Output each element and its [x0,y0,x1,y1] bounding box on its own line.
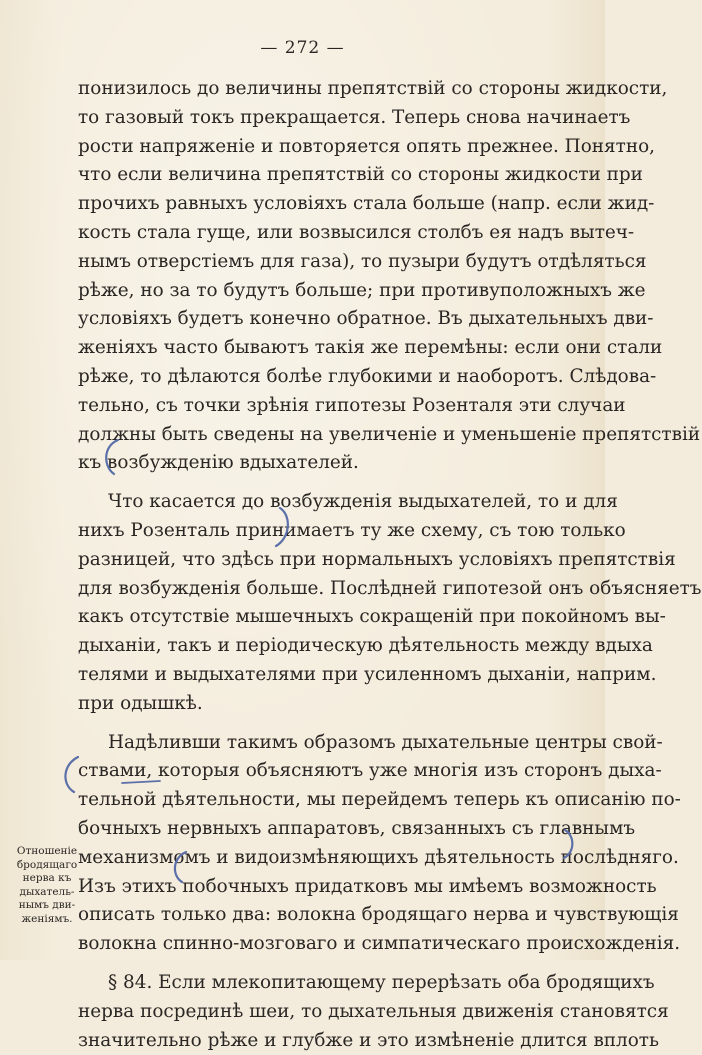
paragraph-4 [78,969,580,1055]
text-line: то газовый токъ прекращается. Теперь снова начинаетъ [78,104,580,133]
text-line: рѣже, то дѣлаются болѣе глубокими и наоборотъ. Слѣдова- [78,363,580,392]
text-line: тельно, съ точки зрѣнія гипотезы Розенталя эти случаи [78,392,580,421]
text-line: бочныхъ нервныхъ аппаратовъ, связанныхъ съ главнымъ [78,815,580,844]
text-line: должны быть сведены на увеличеніе и уменьшеніе препятствій [78,421,580,450]
text-line: для возбужденія больше. Послѣдней гипотезой онъ объясняетъ [78,575,580,604]
margin-note-line: нерва къ [16,872,78,886]
paragraph-gap [78,959,580,969]
margin-note-line: бродящаго [16,859,78,873]
text-line: механизмомъ и видоизмѣняющихъ дѣятельность послѣдняго. [78,844,580,873]
text-line: тельной дѣятельности, мы перейдемъ теперь къ описанію по- [78,786,580,815]
page-number: — 272 — [0,38,605,58]
text-line: понизилось до величины препятствій со стороны жидкости, [78,75,580,104]
text-line: нымъ отверстіемъ для газа), то пузыри будутъ отдѣляться [78,248,580,277]
paragraph-gap [78,719,580,729]
text-line: женіяхъ часто бываютъ такія же перемѣны: если они стали [78,334,580,363]
text-line: какъ отсутствіе мышечныхъ сокращеній при покойномъ вы- [78,603,580,632]
text-line: дыханіи, такъ и періодическую дѣятельность между вдыха [78,632,580,661]
text-line: кость стала гуще, или возвысился столбъ ея надъ вытеч- [78,219,580,248]
text-line: § 84. Если млекопитающему перерѣзать оба бродящихъ [78,969,580,998]
text-line: описать только два: волокна бродящаго нерва и чувствующія [78,901,580,930]
text-line: нерва посрединѣ шеи, то дыхательныя движенія становятся [78,998,580,1027]
paragraph-1 [78,75,580,478]
text-line: нихъ Розенталь принимаетъ ту же схему, съ тою только [78,517,580,546]
text-line: телями и выдыхателями при усиленномъ дыханіи, наприм. [78,661,580,690]
margin-note-line: женіямъ. [16,913,78,927]
margin-note-line: Отношеніе [16,845,78,859]
text-line: что если величина препятствій со стороны жидкости при [78,161,580,190]
text-line: разницей, что здѣсь при нормальныхъ условіяхъ препятствія [78,546,580,575]
text-line: Изъ этихъ побочныхъ придатковъ мы имѣемъ возможность [78,873,580,902]
paragraph-2 [78,488,580,718]
text-line: рѣже, но за то будутъ больше; при противуположныхъ же [78,277,580,306]
margin-note [16,845,78,926]
body-text [78,75,580,1055]
text-line: условіяхъ будетъ конечно обратное. Въ дыхательныхъ дви- [78,305,580,334]
text-line: волокна спинно-мозговаго и симпатическаго происхожденія. [78,930,580,959]
text-line: Что касается до возбужденія выдыхателей, то и для [78,488,580,517]
text-line: при одышкѣ. [78,690,580,719]
margin-note-line: дыхатель- [16,886,78,900]
text-line: Надѣливши такимъ образомъ дыхательные центры свой- [78,729,580,758]
text-line: прочихъ равныхъ условіяхъ стала больше (напр. если жид- [78,190,580,219]
text-line: ствами, которыя объясняютъ уже многія изъ сторонъ дыха- [78,757,580,786]
paragraph-gap [78,478,580,488]
pencil-open-bracket-mark [65,757,78,792]
text-line: къ возбужденію вдыхателей. [78,449,580,478]
margin-note-line: нымъ дви- [16,899,78,913]
paragraph-3 [78,729,580,959]
text-line: значительно рѣже и глубже и это измѣненіе длится вплоть [78,1027,580,1055]
text-line: рости напряженіе и повторяется опять прежнее. Понятно, [78,133,580,162]
